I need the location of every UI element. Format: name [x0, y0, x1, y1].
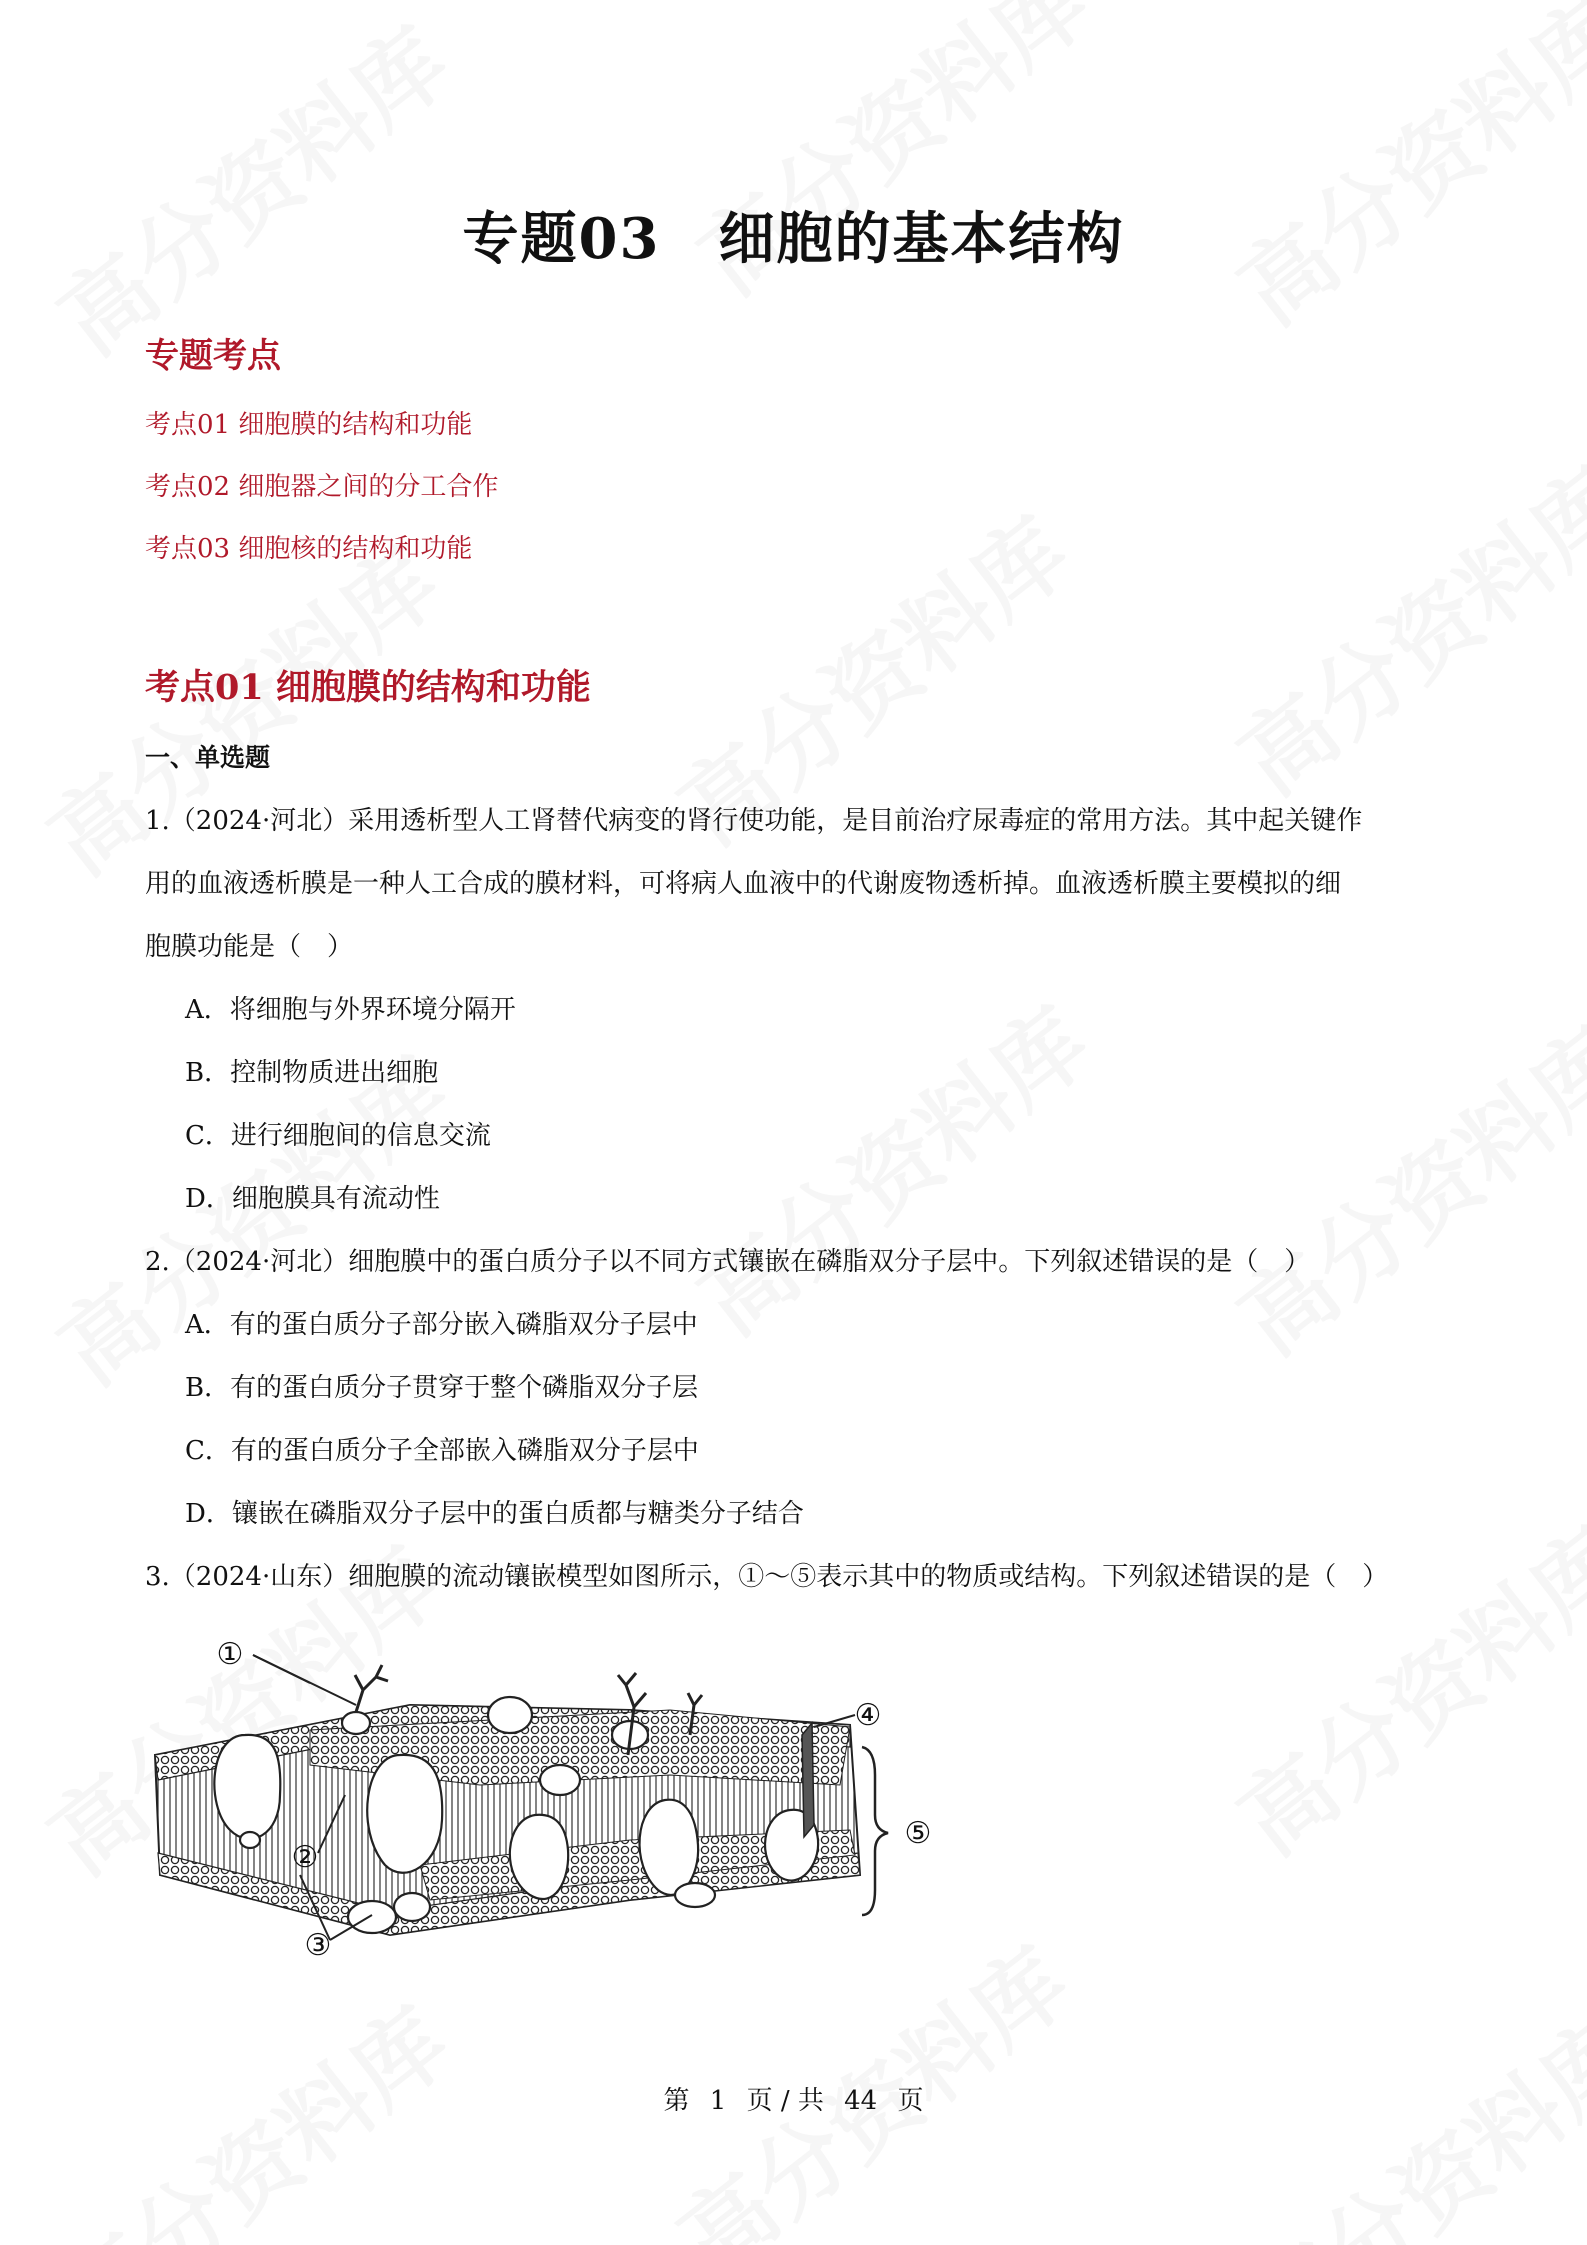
- bilayer-brace: [862, 1747, 888, 1915]
- watermark: [1208, 432, 1587, 819]
- toc-item-1[interactable]: 考点01 细胞膜的结构和功能: [145, 410, 473, 440]
- page-title: 专题03 细胞的基本结构: [462, 206, 1125, 272]
- question-2-line-1: 2.（2024·河北）细胞膜中的蛋白质分子以不同方式镶嵌在磷脂双分子层中。下列叙述错误的是（ ）: [145, 1247, 1311, 1277]
- question-1-option-a: A．将细胞与外界环境分隔开: [185, 995, 516, 1025]
- question-1-option-c: C．进行细胞间的信息交流: [185, 1121, 491, 1151]
- label-2: ②: [291, 1840, 319, 1875]
- label-1: ①: [216, 1637, 244, 1672]
- question-1-line-3: 胞膜功能是（ ）: [145, 932, 354, 962]
- question-1-option-d: D．细胞膜具有流动性: [185, 1184, 440, 1214]
- watermark: [28, 0, 472, 380]
- question-3-line-1: 3.（2024·山东）细胞膜的流动镶嵌模型如图所示，①～⑤表示其中的物质或结构。下列叙述错误的是（ ）: [145, 1562, 1389, 1592]
- question-1-line-1: 1.（2024·河北）采用透析型人工肾替代病变的肾行使功能，是目前治疗尿毒症的常用方法。其中起关键作: [145, 806, 1363, 836]
- label-5: ⑤: [904, 1816, 932, 1851]
- footer-page-number: 1: [709, 2086, 727, 2116]
- label-4: ④: [854, 1698, 882, 1733]
- footer-prefix: 第: [663, 2086, 690, 2116]
- membrane-strip: [802, 1723, 814, 1837]
- watermark: [1208, 992, 1587, 1379]
- footer-mid: 页 / 共: [746, 2086, 824, 2116]
- watermark: [668, 972, 1112, 1359]
- page-footer: [0, 2080, 1587, 2117]
- footer-total-pages: 44: [844, 2086, 878, 2116]
- watermark: [1208, 0, 1587, 350]
- toc-heading: 专题考点: [145, 336, 281, 376]
- question-1-line-2: 用的血液透析膜是一种人工合成的膜材料，可将病人血液中的代谢废物透析掉。血液透析膜主要模拟的细: [145, 869, 1342, 899]
- question-2-option-b: B．有的蛋白质分子贯穿于整个磷脂双分子层: [185, 1373, 699, 1403]
- toc-item-3[interactable]: 考点03 细胞核的结构和功能: [145, 534, 473, 564]
- question-2-option-a: A．有的蛋白质分子部分嵌入磷脂双分子层中: [185, 1310, 698, 1340]
- section-heading: 考点01 细胞膜的结构和功能: [145, 667, 591, 708]
- question-type-heading: 一、单选题: [145, 743, 271, 772]
- membrane-figure: [150, 1615, 950, 1965]
- watermark: [1208, 1492, 1587, 1879]
- question-2-option-d: D．镶嵌在磷脂双分子层中的蛋白质都与糖类分子结合: [185, 1499, 804, 1529]
- footer-suffix: 页: [897, 2086, 924, 2116]
- question-1-option-b: B．控制物质进出细胞: [185, 1058, 439, 1088]
- label-3: ③: [304, 1928, 332, 1963]
- fluid-mosaic-diagram: [150, 1615, 950, 1965]
- question-2-option-c: C．有的蛋白质分子全部嵌入磷脂双分子层中: [185, 1436, 699, 1466]
- toc-item-2[interactable]: 考点02 细胞器之间的分工合作: [145, 472, 499, 502]
